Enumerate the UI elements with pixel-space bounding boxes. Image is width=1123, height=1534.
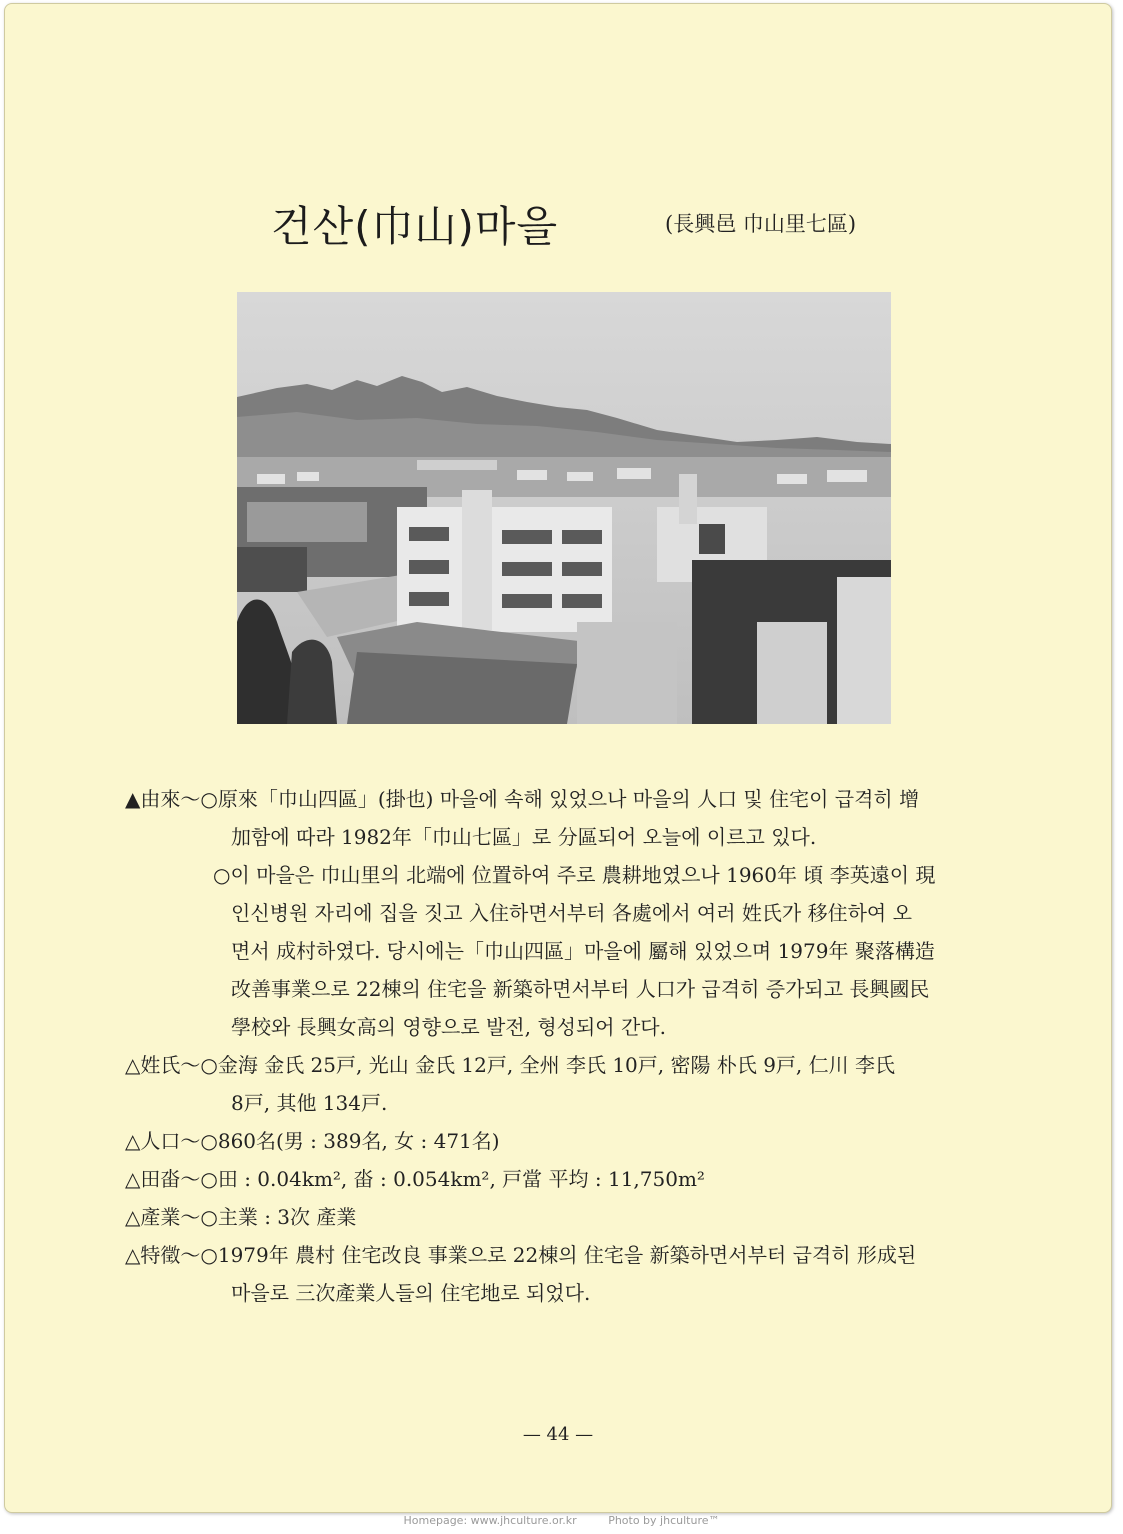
text-line: ○860名(男 : 389名, 女 : 471名) <box>200 1129 500 1153</box>
features-section <box>125 1236 1005 1312</box>
village-photo <box>237 292 891 724</box>
text-line: ○田 : 0.04km², 畓 : 0.054km², 戸當 平均 : 11,750m² <box>200 1167 705 1191</box>
surnames-label: △姓氏〜 <box>125 1053 201 1077</box>
text-line: ○이 마을은 巾山里의 北端에 位置하여 주로 農耕地였으나 1960年 頃 李英遠이 現 <box>213 863 936 887</box>
industry-label: △產業〜 <box>125 1205 201 1229</box>
text-line: 인신병원 자리에 집을 짓고 入住하면서부터 各處에서 여러 姓氏가 移住하여 오 <box>231 901 912 925</box>
farmland-label: △田畓〜 <box>125 1167 201 1191</box>
footer <box>0 1514 1123 1527</box>
farmland-section <box>125 1160 1005 1198</box>
text-line: 면서 成村하였다. 당시에는「巾山四區」마을에 屬해 있었으며 1979年 聚落構造 <box>231 939 935 963</box>
text-line: 8戸, 其他 134戸. <box>231 1091 388 1115</box>
origin-section <box>125 780 1005 1046</box>
text-line: ○金海 金氏 25戸, 光山 金氏 12戸, 全州 李氏 10戸, 密陽 朴氏 9戸, 仁川 李氏 <box>200 1053 895 1077</box>
page-number: — 44 — <box>522 1424 594 1445</box>
village-description <box>125 780 1005 1312</box>
population-section <box>125 1122 1005 1160</box>
features-label: △特徵〜 <box>125 1243 201 1267</box>
photo-credit: Photo by jhculture™ <box>608 1514 720 1527</box>
industry-section <box>125 1198 1005 1236</box>
text-line: 마을로 三次產業人들의 住宅地로 되었다. <box>231 1281 591 1305</box>
origin-label: ▲由來〜 <box>125 787 201 811</box>
document-page <box>4 3 1112 1513</box>
text-line: ○主業 : 3次 產業 <box>200 1205 357 1229</box>
page-title: 건산(巾山)마을 <box>271 202 559 251</box>
surnames-section <box>125 1046 1005 1122</box>
text-line: 改善事業으로 22棟의 住宅을 新築하면서부터 人口가 급격히 증가되고 長興國民 <box>231 977 930 1001</box>
text-line: ○1979年 農村 住宅改良 事業으로 22棟의 住宅을 新築하면서부터 급격히 形成된 <box>200 1243 917 1267</box>
text-line: 加함에 따라 1982年「巾山七區」로 分區되어 오늘에 이르고 있다. <box>231 825 817 849</box>
page-subtitle: (長興邑 巾山里七區) <box>665 212 857 236</box>
text-line: ○原來「巾山四區」(掛也) 마을에 속해 있었으나 마을의 人口 및 住宅이 급격히 增 <box>200 787 920 811</box>
text-line: 學校와 長興女高의 영향으로 발전, 형성되어 간다. <box>231 1015 666 1039</box>
homepage-link[interactable]: Homepage: www.jhculture.or.kr <box>403 1514 577 1527</box>
population-label: △人口〜 <box>125 1129 201 1153</box>
